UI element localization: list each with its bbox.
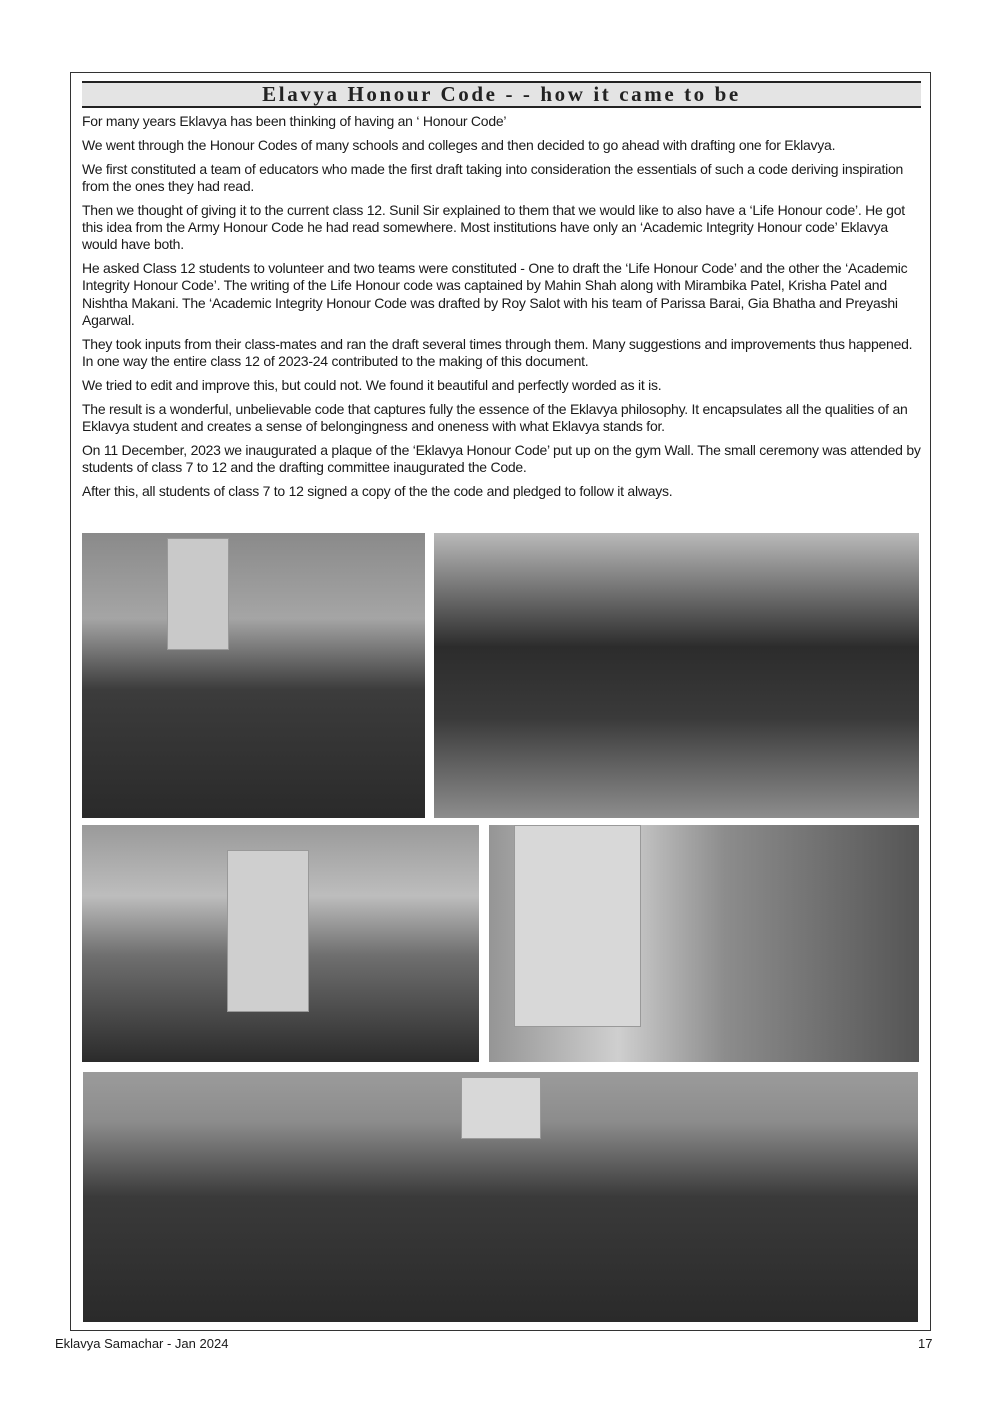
paragraph: They took inputs from their class-mates and ran the draft several times through them. Many suggestions and improvements thus happened. In one way the entire class 12 of 2023-24 contributed to the making of this document. [82, 335, 913, 370]
photo-group-students [83, 1072, 918, 1322]
article-title-bar [82, 81, 921, 108]
photo-unveiling-plaque [82, 825, 479, 1062]
footer-publication: Eklavya Samachar - Jan 2024 [55, 1336, 229, 1351]
paragraph: For many years Eklavya has been thinking of having an ‘ Honour Code’ [82, 113, 507, 129]
article-body [82, 113, 924, 507]
paragraph: After this, all students of class 7 to 12 signed a copy of the the code and pledged to follow it always. [82, 482, 673, 499]
photo-seated-audience [434, 533, 919, 818]
photo-student-speaking [489, 825, 919, 1062]
footer-page-number: 17 [918, 1336, 933, 1351]
paragraph: We tried to edit and improve this, but could not. We found it beautiful and perfectly worded as it is. [82, 376, 662, 393]
covered-plaque [167, 538, 229, 650]
covered-plaque [227, 850, 309, 1012]
paragraph: We went through the Honour Codes of many schools and colleges and then decided to go ahead with drafting one for Eklavya. [82, 136, 836, 153]
paragraph: He asked Class 12 students to volunteer and two teams were constituted - One to draft the ‘Life Honour Code’ and the other the ‘Academic Integrity Honour Code’. The writing of the Life Honour code was captained by Mahin Shah along with Mirambika Patel, Krisha Patel and Nishtha Makani. The ‘Academic Integrity Honour Code was drafted by Roy Salot with his team of Parissa Barai, Gia Bhatha and Preyashi Agarwal. [82, 260, 908, 328]
honour-code-plaque [514, 825, 641, 1027]
honour-code-plaque [461, 1077, 541, 1139]
paragraph: On 11 December, 2023 we inaugurated a plaque of the ‘Eklavya Honour Code’ put up on the gym Wall. The small ceremony was attended by students of class 7 to 12 and the drafting committee inaugurated the Code. [82, 441, 921, 476]
paragraph: We first constituted a team of educators who made the first draft taking into consideration the essentials of such a code deriving inspiration from the ones they had read. [82, 160, 904, 194]
photo-students-with-books [82, 533, 425, 818]
paragraph: The result is a wonderful, unbelievable code that captures fully the essence of the Eklavya philosophy. It encapsulates all the qualities of an Eklavya student and creates a sense of belongingness and oneness with what Eklavya stands for. [82, 400, 908, 434]
paragraph: Then we thought of giving it to the current class 12. Sunil Sir explained to them that we would like to also have a ‘Life Honour code’. He got this idea from the Army Honour Code he had read somewhere. Most institutions have only an ‘Academic Integrity Honour code’ Eklavya would have both. [82, 201, 905, 253]
article-title: Elavya Honour Code - - how it came to be [262, 82, 741, 106]
